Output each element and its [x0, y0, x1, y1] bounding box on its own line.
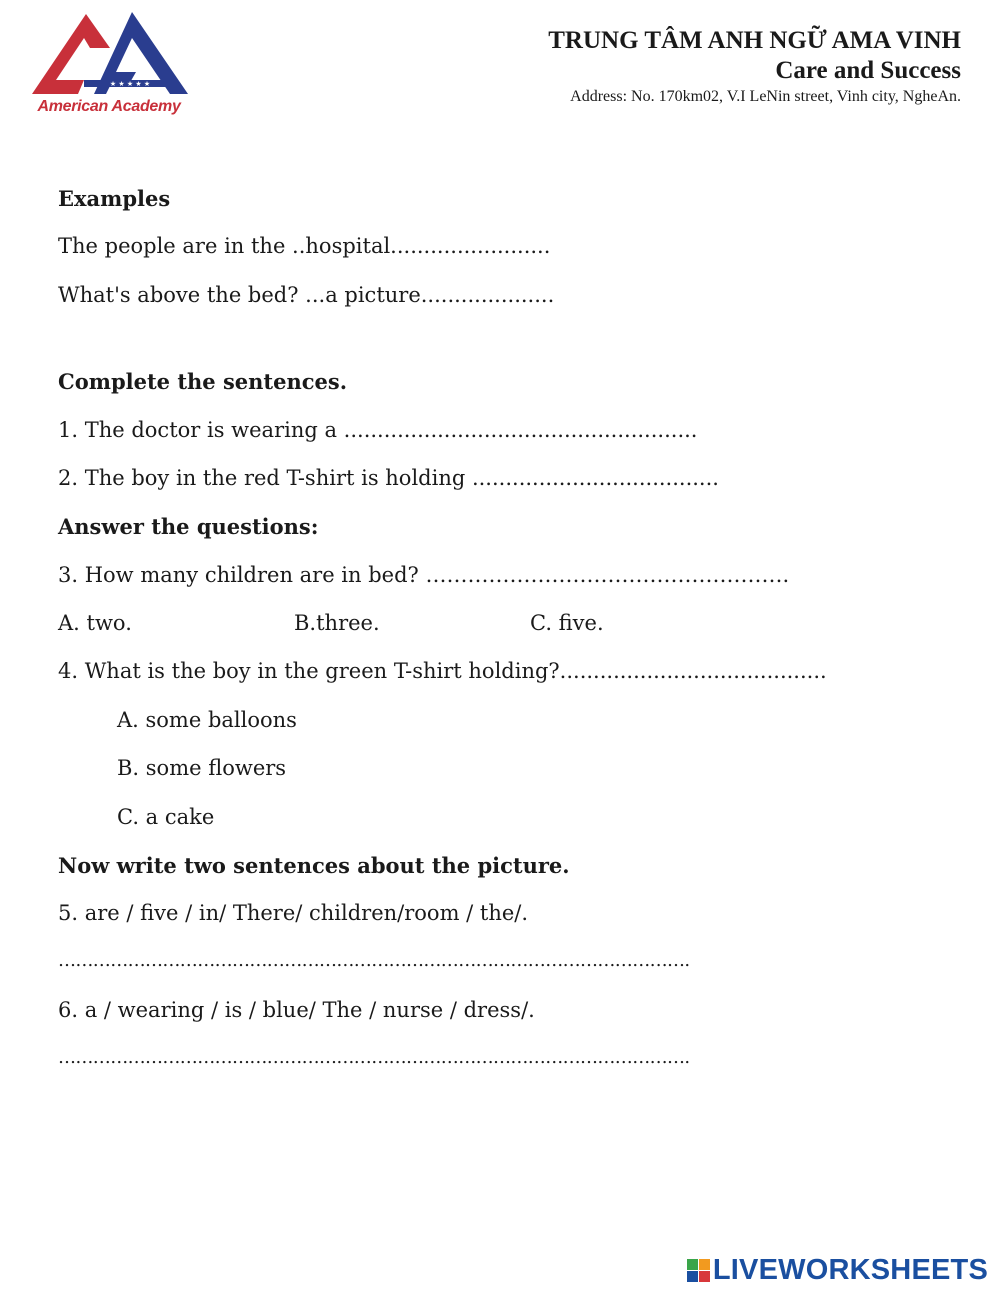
- question-6: 6. a / wearing / is / blue/ The / nurse / dress/.: [58, 998, 535, 1022]
- examples-heading: Examples: [58, 186, 171, 211]
- q4-option-a: A. some balloons: [117, 708, 297, 732]
- example-line-1: The people are in the ..hospital........................: [58, 234, 551, 258]
- q4-option-c: C. a cake: [117, 805, 215, 829]
- q3-option-a: A. two.: [58, 611, 132, 635]
- center-name: TRUNG TÂM ANH NGỮ AMA VINH: [548, 27, 961, 54]
- complete-heading: Complete the sentences.: [58, 369, 348, 394]
- question-5-answer-blank: ……………………………………………………………………………………………….: [58, 950, 690, 971]
- logo-emblem-icon: [24, 8, 194, 103]
- document-header: [548, 26, 961, 108]
- liveworksheets-wordmark: LIVEWORKSHEETS: [712, 1253, 988, 1286]
- liveworksheets-logo-icon: [687, 1259, 710, 1282]
- question-6-answer-blank: ……………………………………………………………………………………………….: [58, 1047, 690, 1068]
- example-line-2: What's above the bed? ...a picture....................: [58, 283, 555, 307]
- write-heading: Now write two sentences about the picture.: [58, 853, 570, 878]
- answer-heading: Answer the questions:: [58, 514, 319, 539]
- address: Address: No. 170km02, V.I LeNin street, Vinh city, NgheAn.: [570, 88, 961, 105]
- question-2: 2. The boy in the red T-shirt is holding .....................................: [58, 466, 719, 490]
- question-3: 3. How many children are in bed? …………………………………………….: [58, 563, 790, 587]
- liveworksheets-brand: [687, 1253, 988, 1287]
- q3-option-b: B.three.: [294, 611, 380, 635]
- svg-text:★ ★ ★ ★ ★: ★ ★ ★ ★ ★: [109, 80, 151, 88]
- question-5: 5. are / five / in/ There/ children/room / the/.: [58, 901, 529, 925]
- question-1: 1. The doctor is wearing a .....................................................: [58, 418, 698, 442]
- logo-brand-text: American Academy: [37, 98, 181, 115]
- american-academy-logo: [24, 8, 194, 123]
- slogan: Care and Success: [775, 57, 961, 84]
- q4-option-b: B. some flowers: [117, 756, 287, 780]
- question-4: 4. What is the boy in the green T-shirt holding?........................................: [58, 659, 827, 683]
- q3-option-c: C. five.: [530, 611, 604, 635]
